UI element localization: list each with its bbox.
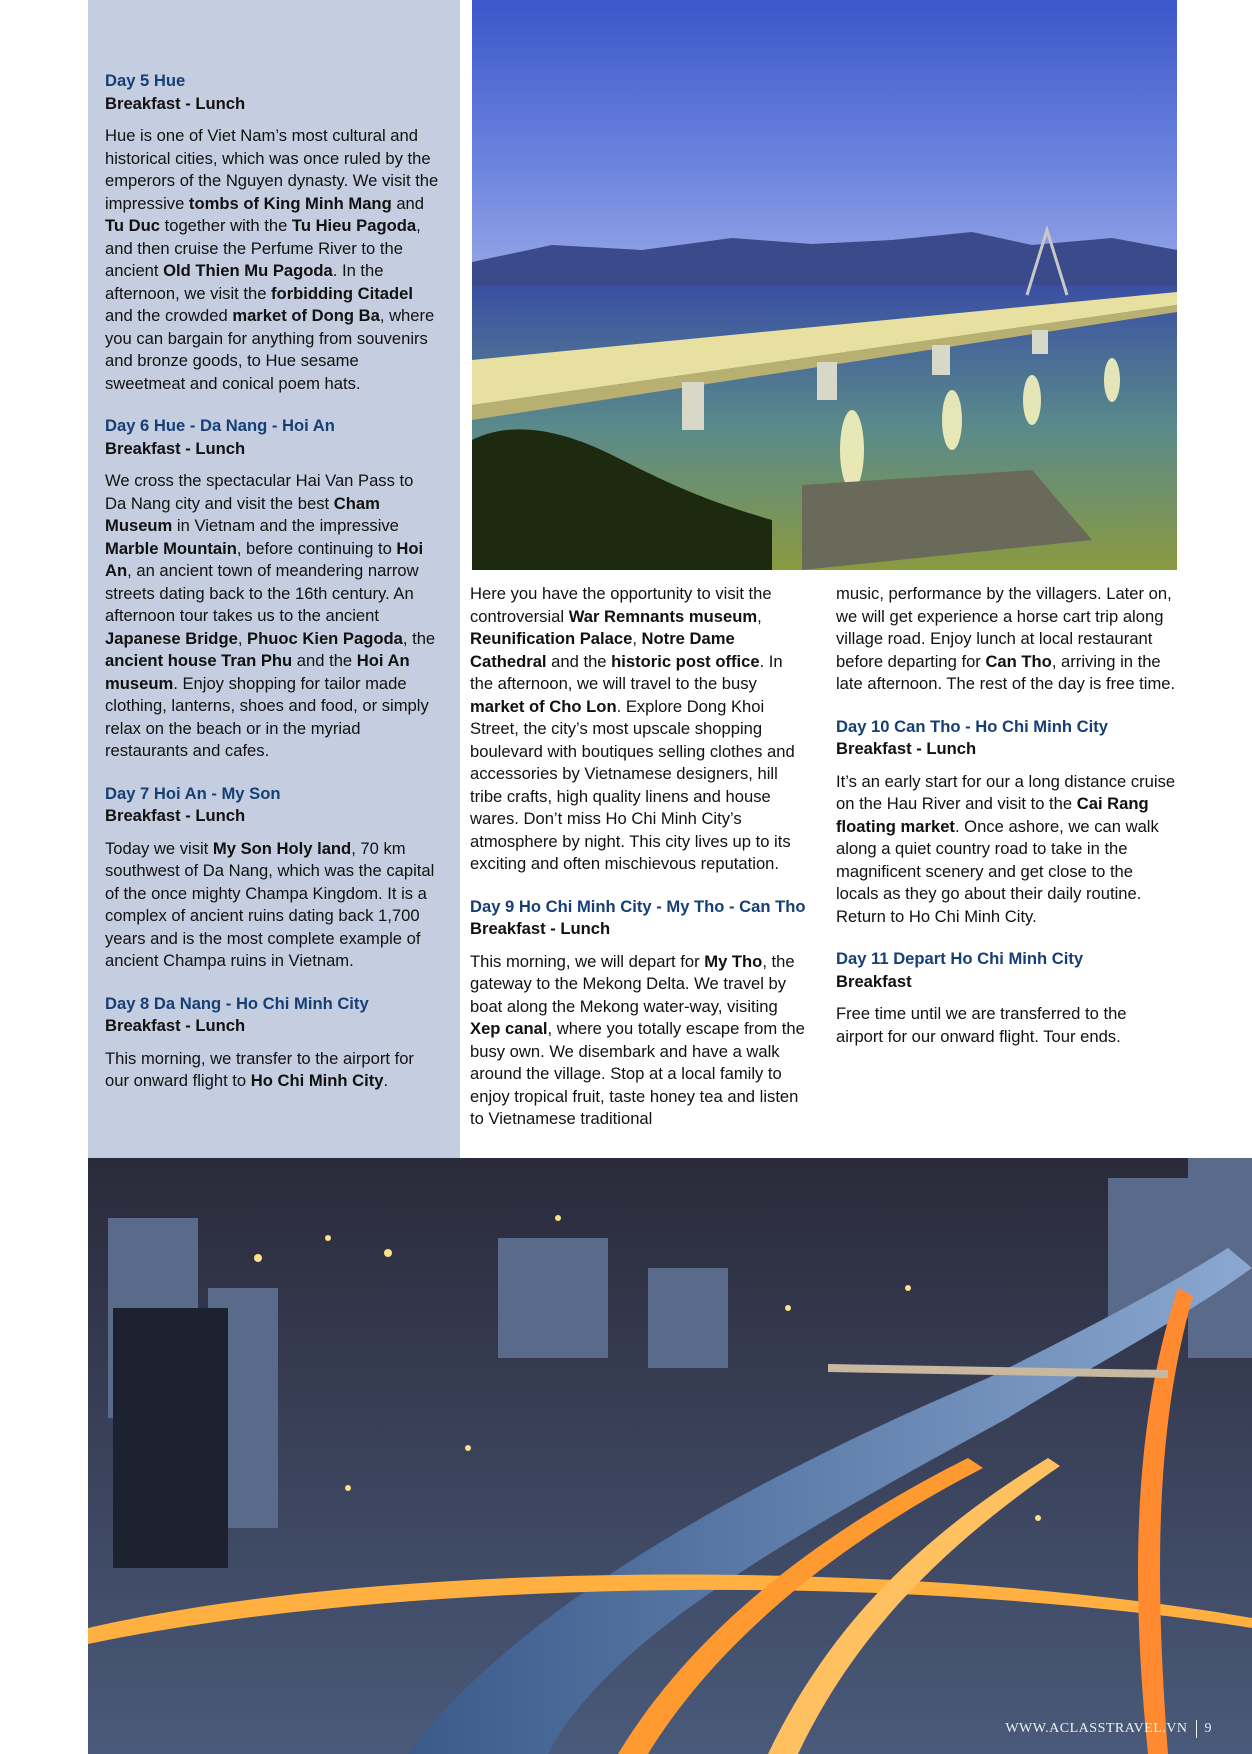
body-text: and the crowded bbox=[105, 306, 233, 325]
body-text: in Vietnam and the impressive bbox=[172, 516, 399, 535]
highlight-text: market of Dong Ba bbox=[232, 306, 380, 325]
day-title: Day 5 Hue bbox=[105, 71, 186, 90]
day-block bbox=[470, 583, 810, 876]
day-description bbox=[836, 771, 1176, 929]
highlight-text: Tu Hieu Pagoda bbox=[291, 216, 417, 235]
highlight-text: Marble Mountain bbox=[105, 538, 237, 558]
body-text: . Explore Dong Khoi Street, the city’s most upscale shopping boulevard with boutiques selling clothes and accessories by Vietnamese designers, hill tribe crafts, high quality linens and house wares. Don’t miss Ho Chi Minh City’s atmosphere by night. This city lives up to its exciting and often mischievous reputation. bbox=[470, 696, 795, 873]
day-block bbox=[105, 70, 439, 395]
body-text: and the bbox=[292, 651, 357, 670]
day-meals: Breakfast - Lunch bbox=[105, 93, 246, 113]
footer-divider bbox=[1196, 1720, 1197, 1738]
highlight-text: Hoi An museum bbox=[105, 651, 410, 693]
day-block bbox=[105, 993, 439, 1093]
day-description bbox=[836, 1003, 1176, 1048]
body-text: We cross the spectacular Hai Van Pass to Da Nang city and visit the best bbox=[105, 471, 414, 513]
body-text: , where you totally escape from the busy own. We disembark and have a walk around the village. Stop at a local family to enjoy tropical fruit, taste honey tea and listen to Vietnamese traditional bbox=[470, 1019, 805, 1128]
body-text: , an ancient town of meandering narrow streets dating back to the 16th century. An afternoon tour takes us to the ancient bbox=[105, 561, 419, 625]
day-meals: Breakfast - Lunch bbox=[105, 806, 246, 825]
highlight-text: Ho Chi Minh City bbox=[250, 1071, 384, 1090]
body-text: Today we visit bbox=[105, 838, 213, 858]
body-text: It’s an early start for our a long distance cruise on the Hau River and visit to the bbox=[836, 771, 1176, 813]
day-title: Day 7 Hoi An - My Son bbox=[105, 783, 281, 803]
highlight-text: Can Tho bbox=[985, 651, 1052, 671]
bridge-illustration bbox=[472, 0, 1177, 570]
highlight-text: historic post office bbox=[611, 651, 760, 671]
day-title: Day 8 Da Nang - Ho Chi Minh City bbox=[105, 993, 369, 1013]
column-right bbox=[836, 583, 1176, 1068]
highlight-text: Cham Museum bbox=[105, 493, 380, 535]
day-meals: Breakfast bbox=[836, 971, 912, 991]
body-text: , where you can bargain for anything from souvenirs and bronze goods, to Hue sesame sweetmeat and conical poem hats. bbox=[105, 306, 435, 393]
day-meals: Breakfast - Lunch bbox=[105, 438, 246, 458]
body-text: , bbox=[237, 628, 248, 648]
day-description bbox=[105, 1048, 439, 1093]
day-meals: Breakfast - Lunch bbox=[470, 919, 611, 938]
highlight-text: Cai Rang floating market bbox=[836, 794, 1149, 836]
highlight-text: forbidding Citadel bbox=[271, 283, 413, 303]
day-description bbox=[470, 951, 810, 1131]
highlight-text: My Son Holy land bbox=[212, 838, 352, 858]
day-description bbox=[470, 583, 810, 876]
body-text: and bbox=[391, 193, 424, 213]
body-text: , bbox=[632, 629, 642, 648]
day-block bbox=[470, 896, 810, 1131]
day-block bbox=[105, 415, 439, 763]
photo-danang-bridge bbox=[472, 0, 1177, 570]
day-meals: Breakfast - Lunch bbox=[836, 739, 977, 758]
body-text: . In the afternoon, we visit the bbox=[105, 261, 384, 303]
body-text: Hue is one of Viet Nam’s most cultural and historical cities, which was once ruled by the emperors of the Nguyen dynasty. We visit the impressive bbox=[105, 126, 439, 213]
body-text: . Enjoy shopping for tailor made clothing, lanterns, shoes and food, or simply relax on the beach or in the myriad restaurants and cafes. bbox=[105, 673, 429, 760]
day-meals: Breakfast - Lunch bbox=[105, 1016, 246, 1035]
highlight-text: War Remnants museum bbox=[568, 606, 758, 626]
day-description bbox=[836, 583, 1176, 696]
day-description bbox=[105, 838, 439, 973]
body-text: This morning, we will depart for bbox=[470, 951, 705, 971]
highlight-text: Notre Dame Cathedral bbox=[470, 629, 735, 671]
day-block bbox=[105, 783, 439, 973]
body-text: . bbox=[383, 1071, 389, 1090]
highlight-text: Japanese Bridge bbox=[105, 628, 238, 648]
body-text: Free time until we are transferred to the airport for our onward flight. Tour ends. bbox=[836, 1004, 1127, 1046]
highlight-text: Phuoc Kien Pagoda bbox=[247, 628, 403, 648]
body-text: . Once ashore, we can walk along a quiet country road to take in the magnificent scenery and get close to the locals as they go about their daily routine. Return to Ho Chi Minh City. bbox=[836, 816, 1159, 926]
day-description bbox=[105, 125, 439, 395]
body-text: This morning, we transfer to the airport for our onward flight to bbox=[105, 1048, 414, 1090]
body-text: , and then cruise the Perfume River to the ancient bbox=[105, 216, 421, 280]
day-title: Day 10 Can Tho - Ho Chi Minh City bbox=[836, 716, 1108, 736]
body-text: Here you have the opportunity to visit the controversial bbox=[470, 584, 772, 626]
body-text: , 70 km southwest of Da Nang, which was the capital of the once mighty Champa Kingdom. It is a complex of ancient ruins dating back 1,700 years and is the most complete example of ancient Champa ruins in Vietnam. bbox=[105, 838, 435, 970]
day-block bbox=[836, 948, 1176, 1048]
highlight-text: Old Thien Mu Pagoda bbox=[163, 261, 333, 280]
body-text: , the bbox=[402, 628, 436, 648]
body-text: , before continuing to bbox=[236, 538, 397, 558]
footer-website: WWW.ACLASSTRAVEL.VN bbox=[1005, 1721, 1188, 1736]
highlight-text: ancient house Tran Phu bbox=[105, 651, 293, 670]
day-title: Day 9 Ho Chi Minh City - My Tho - Can Tho bbox=[470, 896, 806, 916]
day-block bbox=[836, 583, 1176, 696]
body-text: . In the afternoon, we will travel to the busy bbox=[470, 651, 783, 693]
highlight-text: Xep canal bbox=[470, 1019, 548, 1038]
body-text: , the gateway to the Mekong Delta. We travel by boat along the Mekong water-way, visiting bbox=[470, 951, 795, 1016]
highlight-text: Reunification Palace bbox=[470, 629, 633, 648]
body-text: , arriving in the late afternoon. The rest of the day is free time. bbox=[836, 651, 1176, 693]
highlight-text: Hoi An bbox=[105, 538, 424, 580]
column-middle bbox=[470, 583, 810, 1151]
body-text: and the bbox=[546, 651, 612, 671]
day-block bbox=[836, 716, 1176, 929]
body-text: music, performance by the villagers. Later on, we will get experience a horse cart trip along village road. Enjoy lunch at local restaurant before departing for bbox=[836, 584, 1172, 671]
day-description bbox=[105, 470, 439, 763]
day-title: Day 11 Depart Ho Chi Minh City bbox=[836, 949, 1084, 968]
highlight-text: tombs of King Minh Mang bbox=[188, 193, 392, 213]
highlight-text: My Tho bbox=[704, 951, 763, 971]
highlight-text: market of Cho Lon bbox=[470, 696, 617, 716]
page-footer bbox=[1005, 1720, 1212, 1738]
photo-hcmc-night bbox=[88, 1158, 1252, 1754]
day-title: Day 6 Hue - Da Nang - Hoi An bbox=[105, 416, 335, 435]
body-text: together with the bbox=[160, 216, 292, 235]
page-number: 9 bbox=[1204, 1721, 1212, 1736]
city-illustration bbox=[88, 1158, 1252, 1754]
highlight-text: Tu Duc bbox=[105, 216, 160, 235]
body-text: , bbox=[757, 606, 762, 626]
column-left bbox=[105, 70, 439, 1113]
